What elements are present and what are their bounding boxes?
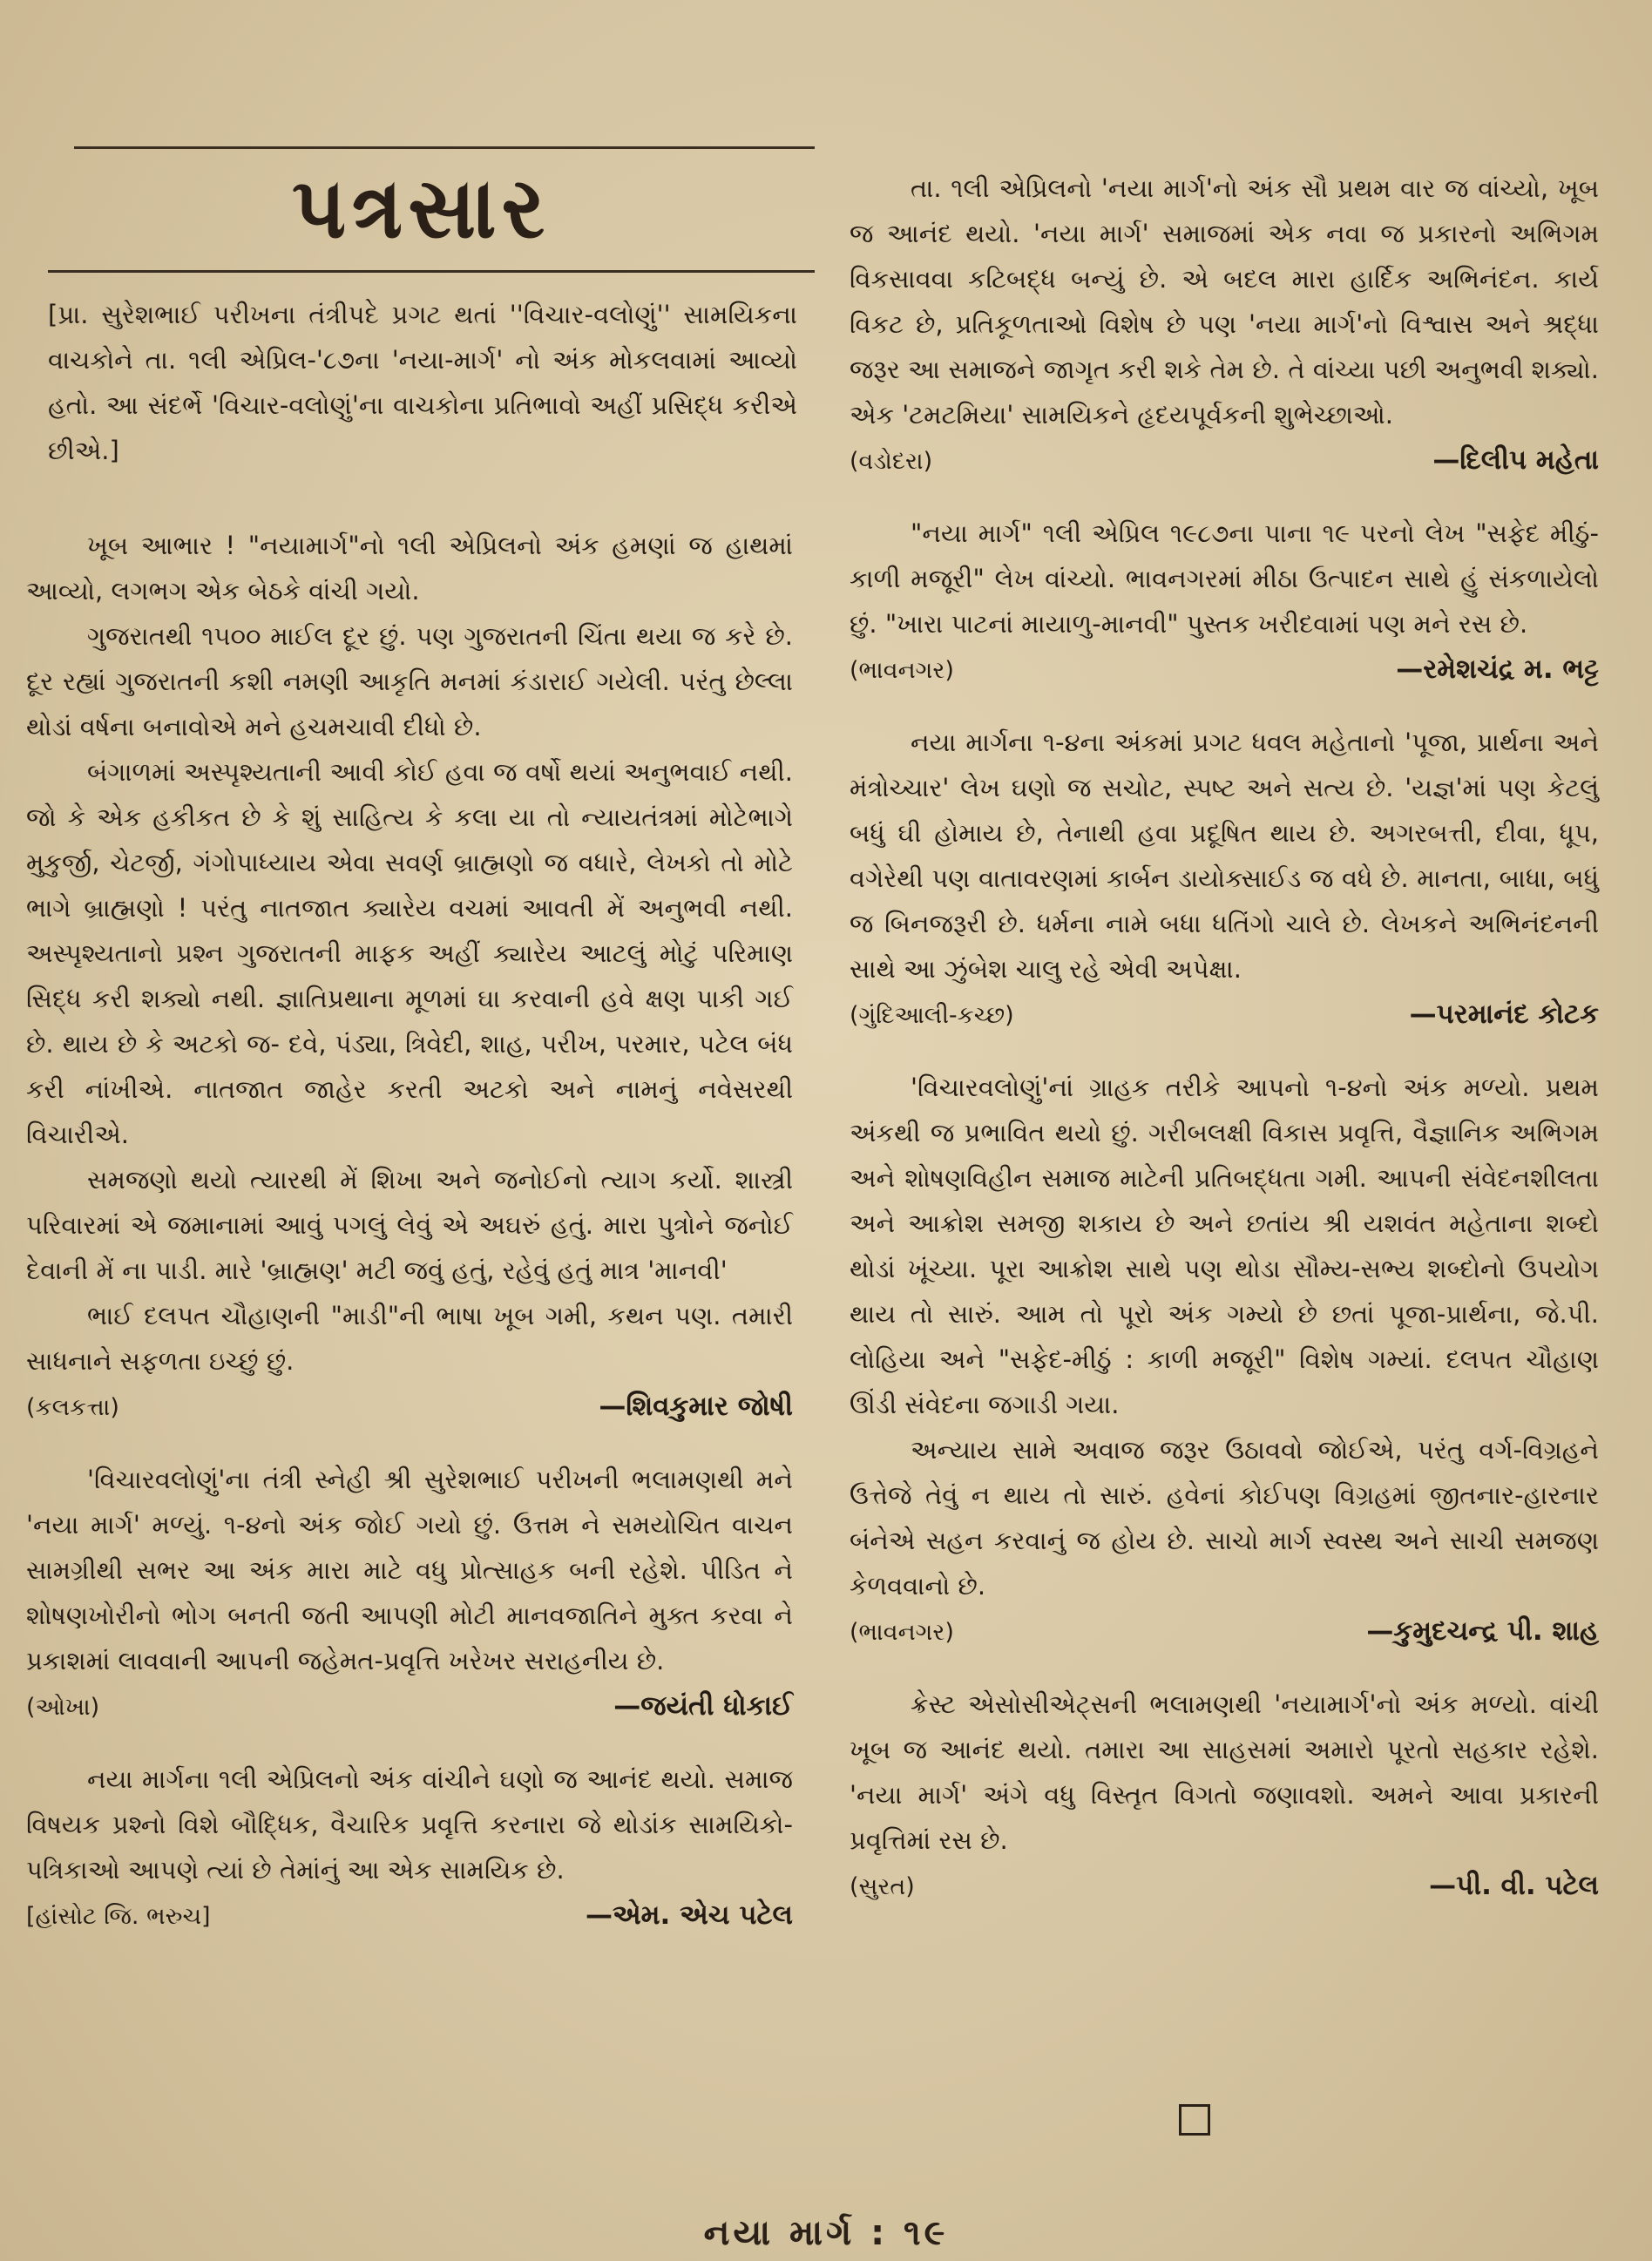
letter-place: (સુરત) bbox=[850, 1873, 915, 1900]
letter-paragraph: ગુજરાતથી ૧૫૦૦ માઈલ દૂર છું. પણ ગુજરાતની ચિંતા થયા જ કરે છે. દૂર રહ્યાં ગુજરાતની કશી નમણી આકૃતિ મનમાં કંડારાઈ ગયેલી. પરંતુ છેલ્લા થોડાં વર્ષના બનાવોએ મને હચમચાવી દીધો છે. bbox=[26, 621, 793, 741]
letter-gap bbox=[850, 1910, 1599, 1936]
letter bbox=[850, 1682, 1599, 1936]
letter-paragraph: 'વિચારવલોણું'ના તંત્રી સ્નેહી શ્રી સુરેશભાઈ પરીખની ભલામણથી મને 'નયા માર્ગ' મળ્યું. ૧-૪નો અંક જોઈ ગયો છું. ઉત્તમ ને સમયોચિત વાચન સામગ્રીથી સભર આ અંક મારા માટે વધુ પ્રોત્સાહક બની રહેશે. પીડિત ને શોષણખોરીનો ભોગ બનતી જતી આપણી મોટી માનવજાતિને મુક્ત કરવા ને પ્રકાશમાં લાવવાની આપની જહેમત-પ્રવૃત્તિ ખરેખર સરાહનીય છે. bbox=[26, 1465, 793, 1675]
letter-gap bbox=[850, 1039, 1599, 1065]
letter-footer bbox=[850, 646, 1599, 694]
left-column bbox=[26, 523, 793, 1966]
letter-gap bbox=[26, 1730, 793, 1757]
end-mark bbox=[1179, 2104, 1210, 2136]
letter-gap bbox=[850, 694, 1599, 720]
letter-gap bbox=[26, 1431, 793, 1457]
letter-paragraph: નયા માર્ગના ૧લી એપ્રિલનો અંક વાંચીને ઘણો જ આનંદ થયો. સમાજ વિષયક પ્રશ્નો વિશે બૌદ્ધિક, વૈચારિક પ્રવૃત્તિ કરનારા જે થોડાંક સામયિકો-પત્રિકાઓ આપણે ત્યાં છે તેમાંનું આ એક સામયિક છે. bbox=[26, 1764, 793, 1885]
letter bbox=[850, 166, 1599, 511]
letter-paragraph: બંગાળમાં અસ્પૃશ્યતાની આવી કોઈ હવા જ વર્ષો થયાં અનુભવાઈ નથી. જો કે એક હકીકત છે કે શું સાહિત્ય કે કલા યા તો ન્યાયતંત્રમાં મોટેભાગે મુકુર્જી, ચેટર્જી, ગંગોપાધ્યાય એવા સવર્ણ બ્રાહ્મણો જ વધારે, લેખકો તો મોટે ભાગે બ્રાહ્મણો ! પરંતુ નાતજાત ક્યારેય વચમાં આવતી મેં અનુભવી નથી. અસ્પૃશ્યતાનો પ્રશ્ન ગુજરાતની માફક અહીં ક્યારેય આટલું મોટું પરિમાણ સિદ્ધ કરી શક્યો નથી. જ્ઞાતિપ્રથાના મૂળમાં ઘા કરવાની હવે ક્ષણ પાકી ગઈ છે. થાય છે કે અટકો જ- દવે, પંડ્યા, ત્રિવેદી, શાહ, પરીખ, પરમાર, પટેલ બંધ કરી નાંખીએ. નાતજાત જાહેર કરતી અટકો અને નામનું નવેસરથી વિચારીએ. bbox=[26, 757, 793, 1149]
letter-paragraph: "નયા માર્ગ" ૧લી એપ્રિલ ૧૯૮૭ના પાના ૧૯ પરનો લેખ "સફેદ મીઠું-કાળી મજૂરી" લેખ વાંચ્યો. ભાવનગરમાં મીઠા ઉત્પાદન સાથે હું સંકળાયેલો છું. "ખારા પાટનાં માયાળુ-માનવી" પુસ્તક ખરીદવામાં પણ મને રસ છે. bbox=[850, 518, 1599, 639]
letter-paragraph: ક્રેસ્ટ એસોસીએટ્સની ભલામણથી 'નયામાર્ગ'નો અંક મળ્યો. વાંચી ખૂબ જ આનંદ થયો. તમારા આ સાહસમાં અમારો પૂરતો સહકાર રહેશે. 'નયા માર્ગ' અંગે વધુ વિસ્તૃત વિગતો જણાવશો. અમને આવા પ્રકારની પ્રવૃત્તિમાં રસ છે. bbox=[850, 1689, 1599, 1855]
letter bbox=[26, 523, 793, 1457]
letter-place: (ગુંદિઆલી-કચ્છ) bbox=[850, 1002, 1014, 1029]
letter-signature: —રમેશચંદ્ર મ. ભટ્ટ bbox=[1396, 653, 1599, 685]
letter-place: [હાંસોટ જિ. ભરુચ] bbox=[26, 1903, 211, 1930]
right-column bbox=[850, 166, 1599, 1936]
letter-paragraph: ભાઈ દલપત ચૌહાણની "માડી"ની ભાષા ખૂબ ગમી, કથન પણ. તમારી સાધનાને સફળતા ઇચ્છું છું. bbox=[26, 1301, 793, 1376]
letter-footer bbox=[26, 1384, 793, 1431]
letter-paragraph: નયા માર્ગના ૧-૪ના અંકમાં પ્રગટ ધવલ મહેતાનો 'પૂજા, પ્રાર્થના અને મંત્રોચ્ચાર' લેખ ઘણો જ સચોટ, સ્પષ્ટ અને સત્ય છે. 'યજ્ઞ'માં પણ કેટલું બધું ઘી હોમાય છે, તેનાથી હવા પ્રદૂષિત થાય છે. અગરબત્તી, દીવા, ધૂપ, વગેરેથી પણ વાતાવરણમાં કાર્બન ડાયોક્સાઈડ જ વધે છે. માનતા, બાધા, બધું જ બિનજરૂરી છે. ધર્મના નામે બધા ધતિંગો ચાલે છે. લેખકને અભિનંદનની સાથે આ ઝુંબેશ ચાલુ રહે એવી અપેક્ષા. bbox=[850, 728, 1599, 984]
letter-signature: —કુમુદચન્દ્ર પી. શાહ bbox=[1366, 1615, 1599, 1647]
letter bbox=[850, 511, 1599, 720]
letter-paragraph: ખૂબ આભાર ! "નયામાર્ગ"નો ૧લી એપ્રિલનો અંક હમણાં જ હાથમાં આવ્યો, લગભગ એક બેઠકે વાંચી ગયો. bbox=[26, 531, 793, 606]
letter bbox=[26, 1457, 793, 1757]
letter-signature: —એમ. એચ પટેલ bbox=[585, 1899, 793, 1931]
letter-paragraph: તા. ૧લી એપ્રિલનો 'નયા માર્ગ'નો અંક સૌ પ્રથમ વાર જ વાંચ્યો, ખૂબ જ આનંદ થયો. 'નયા માર્ગ' સમાજમાં એક નવા જ પ્રકારનો અભિગમ વિકસાવવા કટિબદ્ધ બન્યું છે. એ બદલ મારા હાર્દિક અભિનંદન. કાર્ય વિકટ છે, પ્રતિકૂળતાઓ વિશેષ છે પણ 'નયા માર્ગ'નો વિશ્વાસ અને શ્રદ્ધા જરૂર આ સમાજને જાગૃત કરી શકે તેમ છે. તે વાંચ્યા પછી અનુભવી શક્યો. એક 'ટમટમિયા' સામયિકને હૃદયપૂર્વકની શુભેચ્છાઓ. bbox=[850, 173, 1599, 430]
editor-note: [પ્રા. સુરેશભાઈ પરીખના તંત્રીપદે પ્રગટ થતાં ''વિચાર-વલોણું'' સામયિકના વાચકોને તા. ૧લી એપ્રિલ-'૮૭ના 'નયા-માર્ગ' નો અંક મોકલવામાં આવ્યો હતો. આ સંદર્ભે 'વિચાર-વલોણું'ના વાચકોના પ્રતિભાવો અહીં પ્રસિદ્ધ કરીએ છીએ.] bbox=[48, 300, 797, 465]
letter-place: (કલકત્તા) bbox=[26, 1394, 119, 1421]
letter-signature: —પરમાનંદ કોટક bbox=[1409, 998, 1599, 1030]
letter-gap bbox=[850, 484, 1599, 511]
section-title: પત્રસાર bbox=[292, 159, 551, 257]
letter bbox=[850, 1065, 1599, 1682]
letter-place: (ભાવનગર) bbox=[850, 657, 954, 684]
letter-paragraph: અન્યાય સામે અવાજ જરૂર ઉઠાવવો જોઈએ, પરંતુ વર્ગ-વિગ્રહને ઉત્તેજે તેવું ન થાય તો સારું. હવેનાં કોઈપણ વિગ્રહમાં જીતનાર-હારનાર બંનેએ સહન કરવાનું જ હોય છે. સાચો માર્ગ સ્વસ્થ અને સાચી સમજણ કેળવવાનો છે. bbox=[850, 1435, 1599, 1601]
letter-paragraph: સમજણો થયો ત્યારથી મેં શિખા અને જનોઈનો ત્યાગ કર્યો. શાસ્ત્રી પરિવારમાં એ જમાનામાં આવું પગલું લેવું એ અઘરું હતું. મારા પુત્રોને જનોઈ દેવાની મેં ના પાડી. મારે 'બ્રાહ્મણ' મટી જવું હતું, રહેવું હતું માત્ર 'માનવી' bbox=[26, 1165, 793, 1285]
letter-place: (વડોદરા) bbox=[850, 448, 933, 475]
letter-paragraph: 'વિચારવલોણું'નાં ગ્રાહક તરીકે આપનો ૧-૪નો અંક મળ્યો. પ્રથમ અંકથી જ પ્રભાવિત થયો છું. ગરીબલક્ષી વિકાસ પ્રવૃત્તિ, વૈજ્ઞાનિક અભિગમ અને શોષણવિહીન સમાજ માટેની પ્રતિબદ્ધતા ગમી. આપની સંવેદનશીલતા અને આક્રોશ સમજી શકાય છે અને છતાંય શ્રી યશવંત મહેતાના શબ્દો થોડાં ખૂંચ્યા. પૂરા આક્રોશ સાથે પણ થોડા સૌમ્ય-સભ્ય શબ્દોનો ઉપયોગ થાય તો સારું. આમ તો પૂરો અંક ગમ્યો છે છતાં પૂજા-પ્રાર્થના, જે.પી. લોહિયા અને "સફેદ-મીઠું : કાળી મજૂરી" વિશેષ ગમ્યાં. દલપત ચૌહાણ ઊંડી સંવેદના જગાડી ગયા. bbox=[850, 1073, 1599, 1419]
letter bbox=[26, 1757, 793, 1966]
letter-place: (ભાવનગર) bbox=[850, 1619, 954, 1646]
letter-signature: —જયંતી ધોકાઈ bbox=[613, 1690, 793, 1722]
page-footer: નયા માર્ગ : ૧૯ bbox=[703, 2213, 949, 2253]
letter-footer bbox=[850, 1863, 1599, 1910]
letter-place: (ઓખા) bbox=[26, 1694, 100, 1721]
letter-signature: —શિવકુમાર જોષી bbox=[599, 1391, 793, 1422]
letter bbox=[850, 720, 1599, 1065]
letter-footer bbox=[850, 437, 1599, 484]
letter-signature: —દિલીપ મહેતા bbox=[1432, 444, 1599, 476]
masthead-rule-top bbox=[74, 146, 815, 149]
letter-footer bbox=[26, 1892, 793, 1939]
letter-footer bbox=[850, 1608, 1599, 1655]
letter-gap bbox=[850, 1655, 1599, 1682]
letter-signature: —પી. વી. પટેલ bbox=[1429, 1870, 1599, 1901]
masthead-rule-bottom bbox=[48, 270, 815, 273]
letter-footer bbox=[850, 992, 1599, 1039]
letter-footer bbox=[26, 1683, 793, 1730]
letter-gap bbox=[26, 1939, 793, 1966]
